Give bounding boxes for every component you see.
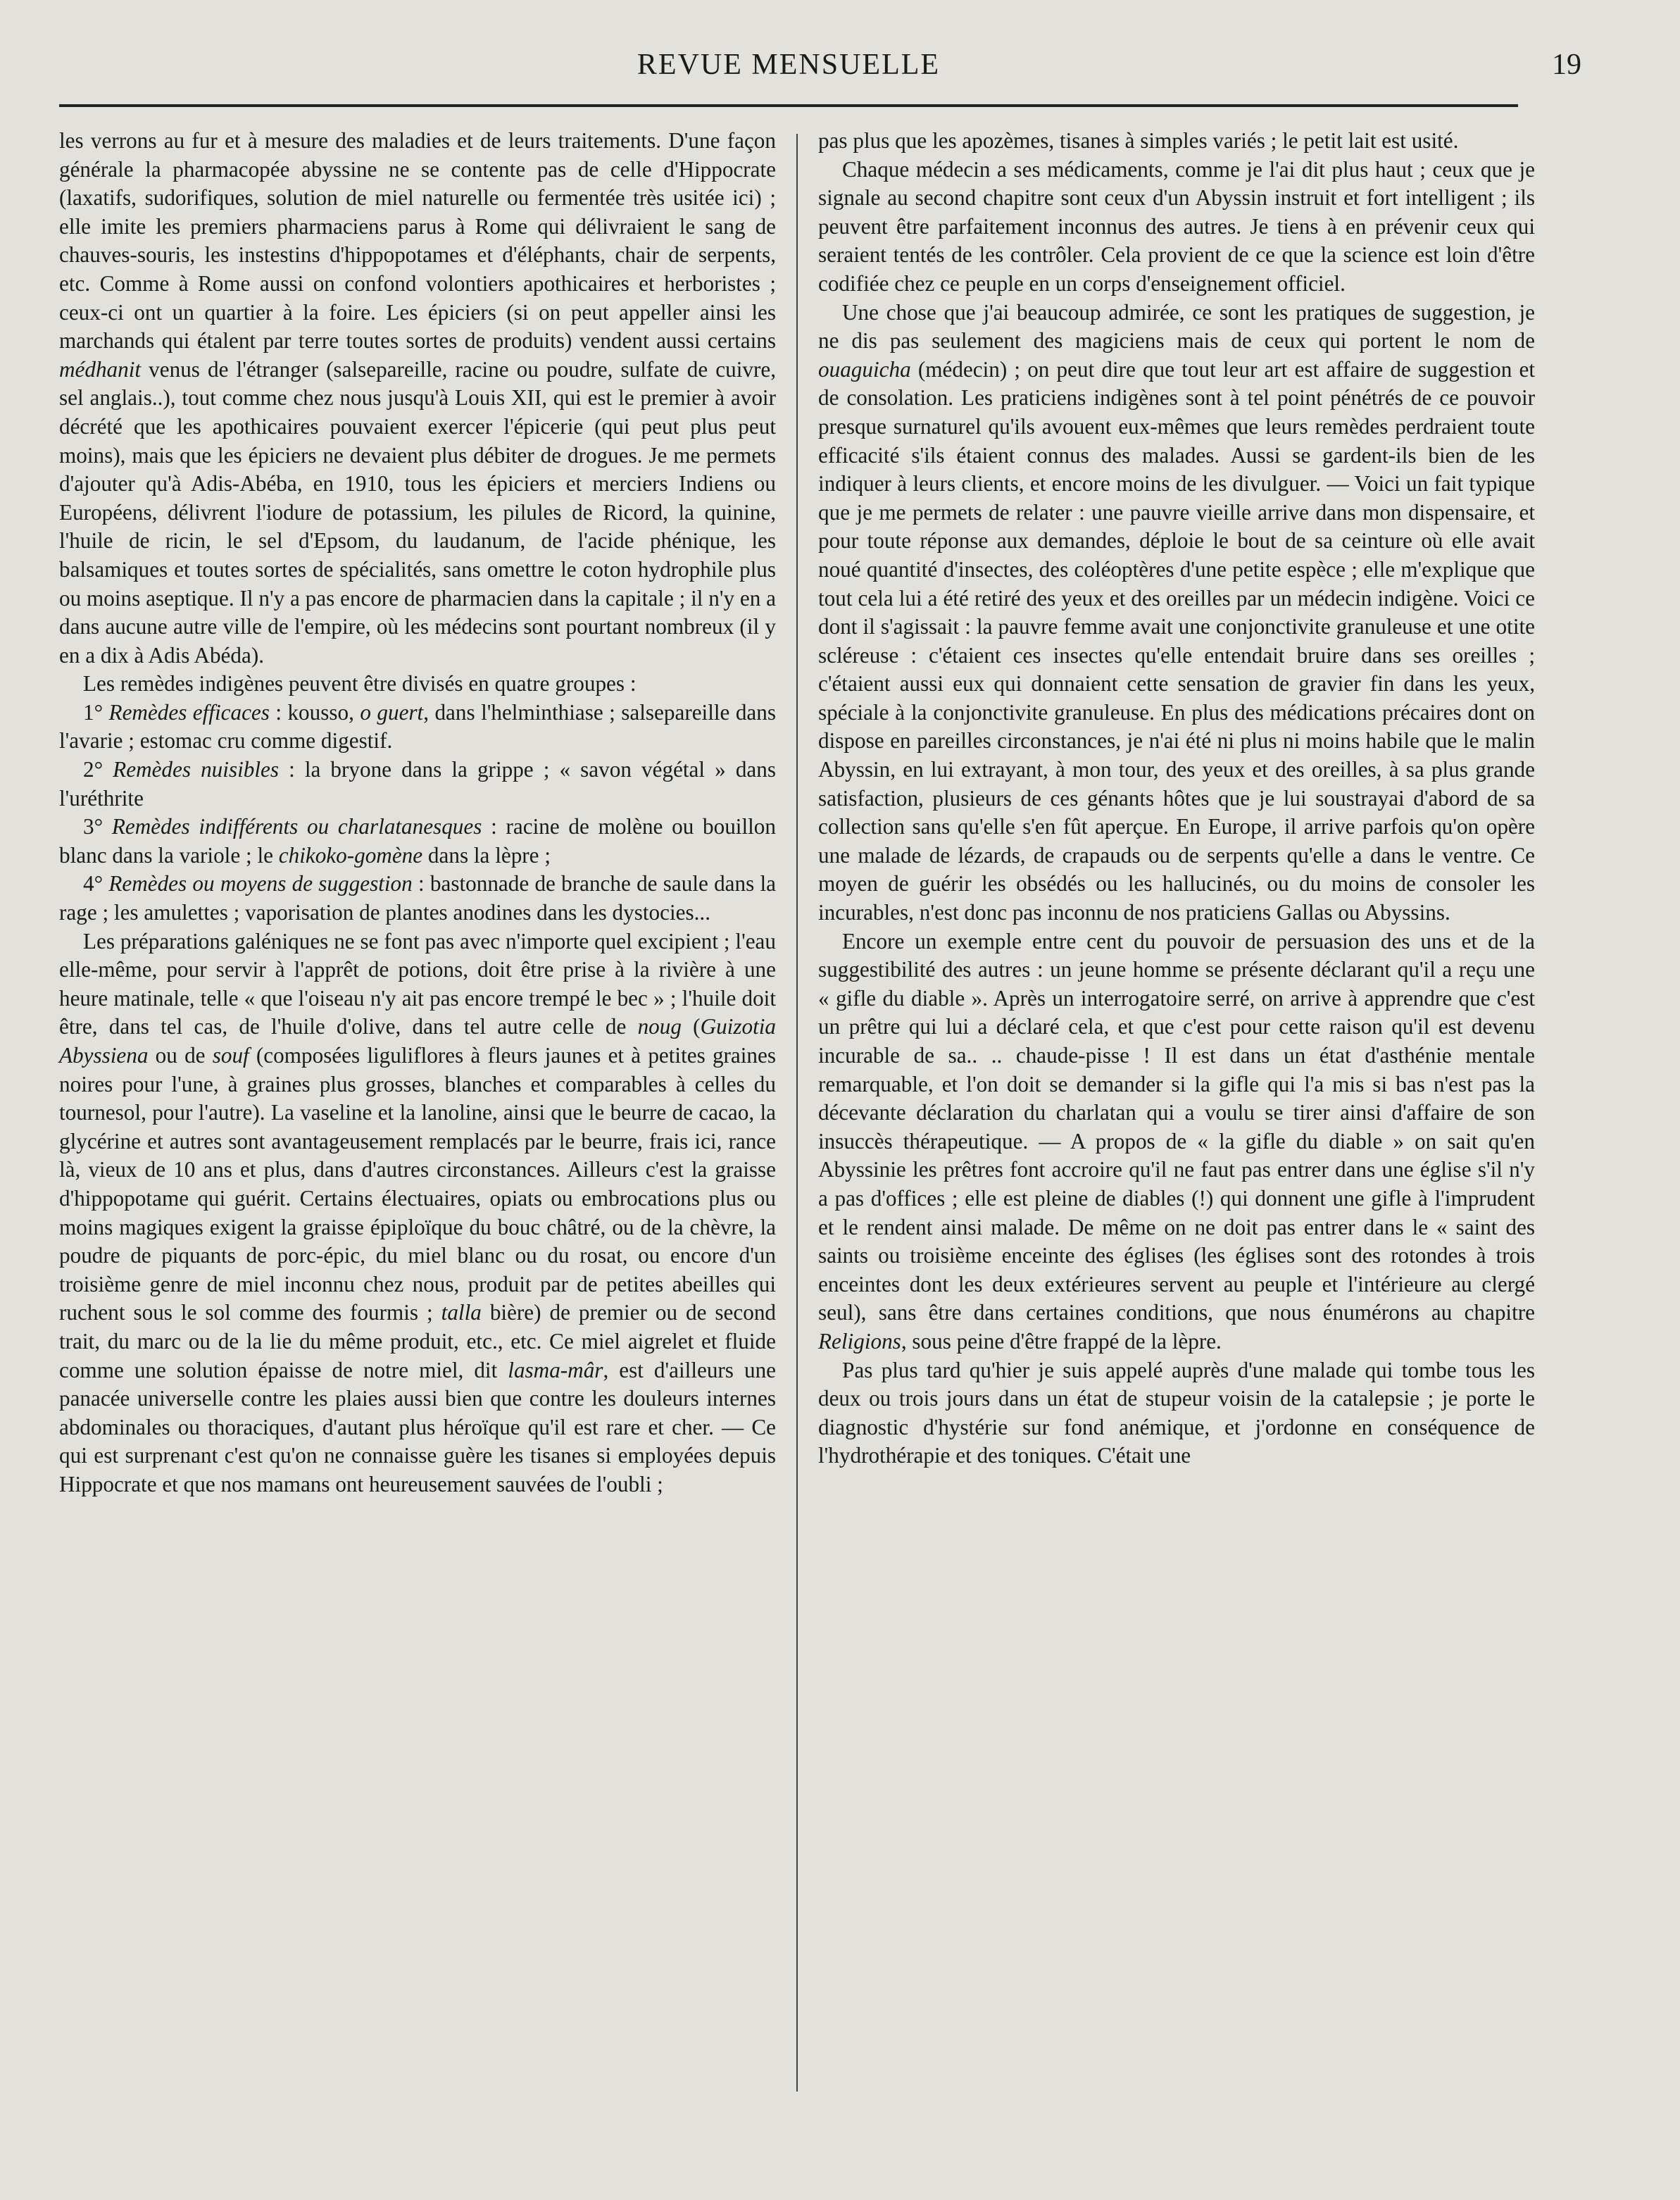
paragraph: Les préparations galéniques ne se font pas avec n'importe quel excipient ; l'eau elle-même, pour servir à l'apprêt de potions, doit être prise à la rivière à une heure matinale, telle « que l'oiseau n'y ait pas encore trempé le bec » ; l'huile doit être, dans tel cas, de l'huile d'olive, dans tel autre celle de noug (Guizotia Abyssiena ou de souf (composées liguliflores à fleurs jaunes et à petites graines noires pour l'une, à graines plus grosses, blanches et comparables à celles du tournesol, pour l'autre). La vaseline et la lanoline, ainsi que le beurre de cacao, la glycérine et autres sont avantageusement remplacés par le beurre, frais ici, rance là, vieux de 10 ans et plus, dans d'autres circonstances. Ailleurs c'est la graisse d'hippopotame qui guérit. Certains électuaires, opiats ou embrocations plus ou moins magiques exigent la graisse épiploïque du bouc châtré, ou de la chèvre, la poudre de piquants de porc-épic, du miel blanc ou du rosat, ou encore d'un troisième genre de miel inconnu chez nous, produit par de petites abeilles qui ruchent sous le sol comme des fourmis ; talla bière) de premier ou de second trait, du marc ou de la lie du même produit, etc., etc. Ce miel aigrelet et fluide comme une solution épaisse de notre miel, dit lasma-mâr, est d'ailleurs une panacée universelle contre les plaies aussi bien que contre les douleurs internes abdominales ou thoraciques, d'autant plus héroïque qu'il est rare et cher. — Ce qui est surprenant c'est qu'on ne connaisse guère les tisanes si employées depuis Hippocrate et que nos mamans ont heureusement sauvées de l'oubli ;: [59, 928, 777, 1496]
list-item: 1° Remèdes efficaces : kousso, o guert, dans l'helminthiase ; salsepareille dans l'avarie ; estomac cru comme digestif.: [59, 699, 776, 754]
paragraph: Les remèdes indigènes peuvent être divisés en quatre groupes :: [83, 671, 637, 696]
paragraph: Une chose que j'ai beaucoup admirée, ce sont les pratiques de suggestion, je ne dis pas seulement des magiciens mais de ceux qui portent le nom de ouaguicha (médecin) ; on peut dire que tout leur art est affaire de suggestion et de consolation. Les praticiens indigènes sont à tel point pénétrés de ce pouvoir presque surnaturel qu'ils avouent eux-mêmes que leurs remèdes perdraient toute efficacité s'ils étaient connus des malades. Aussi se gardent-ils bien de les indiquer à leurs clients, et encore moins de les divulguer. — Voici un fait typique que je me permets de relater : une pauvre vieille arrive dans mon dispensaire, et pour toute réponse aux demandes, déploie le bout de sa ceinture où elle avait noué quantité d'insectes, des coléoptères d'une petite espèce ; elle m'explique que tout cela lui a été retiré des yeux et des oreilles par un médecin indigène. Voici ce dont il s'agissait : la pauvre femme avait une conjonctivite granuleuse et une otite scléreuse : c'étaient ces insectes qu'elle entendait bruire dans ses oreilles ; c'étaient aussi eux qui donnaient cette sensation de gravier fin dans les yeux, spéciale à la conjonctivite granuleuse. En plus des médications précaires dont on dispose en pareilles circonstances, je n'ai été ni plus ni moins habile que le malin Abyssin, en lui extrayant, à mon tour, des yeux et des oreilles, à sa plus grande satisfaction, plusieurs de ces génants hôtes que je lui soustrayai d'abord de sa collection sans qu'elle s'en fût aperçue. En Europe, il arrive parfois qu'on opère une malade de lézards, de crapauds ou de serpents qu'elle a dans le ventre. Ce moyen de guérir les obsédés ou les hallucinés, ou du moins de consoler les incurables, n'est donc pas inconnu de nos praticiens Gallas ou Abyssins.: [818, 299, 1535, 925]
paragraph: Chaque médecin a ses médicaments, comme je l'ai dit plus haut ; ceux que je signale au second chapitre sont ceux d'un Abyssin instruit et fort intelligent ; ils peuvent être parfaitement inconnus des autres. Je tiens à en prévenir ceux qui seraient tentés de les contrôler. Cela provient de ce que la science est loin d'être codifiée chez ce peuple en un corps d'enseignement officiel.: [818, 156, 1535, 296]
list-item: 3° Remèdes indifférents ou charlatanesques : racine de molène ou bouillon blanc dans la variole ; le chikoko-gomène dans la lèpre ;: [59, 814, 776, 868]
paragraph: les verrons au fur et à mesure des maladies et de leurs traitements. D'une façon générale la pharmacopée abyssine ne se contente pas de celle d'Hippocrate (laxatifs, sudorifiques, solution de miel naturelle ou fermentée très usitée ici) ; elle imite les premiers pharmaciens parus à Rome qui délivraient le sang de chauves-souris, les instestins d'hippopotames et d'éléphants, chair de serpents, etc. Comme à Rome aussi on confond volontiers apothicaires et herboristes ; ceux-ci ont un quartier à la foire. Les épiciers (si on peut appeller ainsi les marchands qui étalent par terre toutes sortes de produits) vendent aussi certains médhanit venus de l'étranger (salsepareille, racine ou poudre, sulfate de cuivre, sel anglais..), tout comme chez nous jusqu'à Louis XII, qui est le premier à avoir décrété que les apothicaires pouvaient exercer l'épicerie (qui peut plus peut moins), mais que les épiciers ne devaient plus débiter de drogues. Je me permets d'ajouter qu'à Adis-Abéba, en 1910, tous les épiciers et merciers Indiens ou Européens, délivrent l'iodure de potassium, les pilules de Ricord, la quinine, l'huile de ricin, le sel d'Epsom, du laudanum, de l'acide phénique, les balsamiques et toutes sortes de spécialités, sans omettre le coton hydrophile plus ou moins aseptique. Il n'y a pas encore de pharmacien dans la capitale ; il n'y en a dans aucune autre ville de l'empire, où les médecins sont pourtant nombreux (il y en a dix à Adis Abéda).: [59, 128, 776, 668]
running-title: REVUE MENSUELLE: [637, 49, 941, 81]
left-column: [59, 127, 776, 1499]
paragraph: Encore un exemple entre cent du pouvoir de persuasion des uns et de la suggestibilité des autres : un jeune homme se présente déclarant qu'il a reçu une « gifle du diable ». Après un interrogatoire serré, on arrive à apprendre que c'est un prêtre qui lui a déclaré cela, et que c'est pour cette raison qu'il est devenu incurable de sa.. .. chaude-pisse ! Il est dans un état d'asthénie mentale remarquable, et l'on doit se demander si la gifle qui l'a mis si bas n'est pas la décevante déclaration du charlatan qui a voulu se tirer ainsi d'affaire de son insuccès thérapeutique. — A propos de « la gifle du diable » on sait qu'en Abyssinie les prêtres font accroire qu'il ne faut pas entrer dans une église s'il n'y a pas d'offices ; elle est pleine de diables (!) qui donnent une gifle à l'imprudent et le rendent ainsi malade. De même on ne doit pas entrer dans le « saint des saints ou troisième enceinte des églises (les églises sont des rotondes à trois enceintes dont les deux extérieures servent au peuple et l'intérieure au clergé seul), sans être dans certaines conditions, que nous énumérons au chapitre Religions, sous peine d'être frappé de la lèpre.: [818, 928, 1535, 1354]
column-divider: [796, 134, 798, 2092]
paragraph: Pas plus tard qu'hier je suis appelé auprès d'une malade qui tombe tous les deux ou trois jours dans un état de stupeur voisin de la catalepsie ; je porte le diagnostic d'hystérie sur fond anémique, et j'ordonne en conséquence de l'hydrothérapie et des toniques. C'était une: [818, 1357, 1535, 1468]
page-header: [59, 41, 1581, 97]
right-column: [818, 127, 1535, 1470]
list-item: 2° Remèdes nuisibles : la bryone dans la grippe ; « savon végétal » dans l'uréthrite: [59, 757, 776, 811]
list-item: 4° Remèdes ou moyens de suggestion : bastonnade de branche de saule dans la rage ; les amulettes ; vaporisation de plantes anodines dans les dystocies...: [59, 871, 776, 925]
paragraph: pas plus que les apozèmes, tisanes à simples variés ; le petit lait est usité.: [818, 128, 1459, 153]
page-number: 19: [1552, 49, 1581, 81]
header-rule: [59, 104, 1518, 107]
